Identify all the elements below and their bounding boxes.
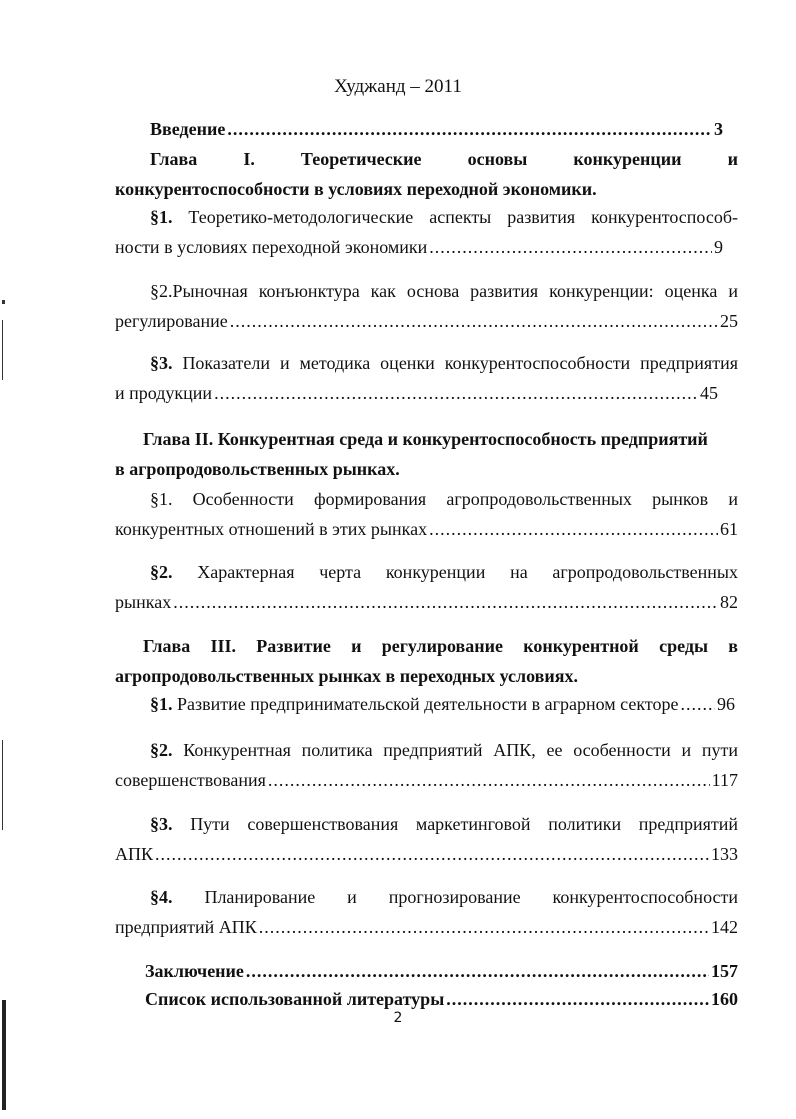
toc-entry-line2: АПК ..... 133: [115, 839, 738, 869]
toc-entry-1-3: [115, 348, 738, 408]
toc-entry-line1: §1. Особенности формирования агропродовольственных рынков и: [150, 489, 738, 509]
toc-page-number: 82: [720, 592, 738, 612]
toc-entry-line2: регулирование ..... 25: [115, 306, 738, 336]
toc-entry-line1: §2. Характерная черта конкуренции на агропродовольственных: [150, 562, 739, 582]
toc-page-number: 9: [714, 237, 723, 257]
toc-entry-line1: §1. Развитие предпринимательской деятельности в аграрном секторе ..... 96: [115, 689, 735, 719]
chapter-3-title-line2: агропродовольственных рынках в переходных условиях.: [115, 666, 579, 686]
toc-page-number: 142: [711, 917, 738, 937]
toc-chapter-3: [115, 631, 738, 691]
toc-leader-dots: [259, 912, 709, 942]
toc-intro-label: Введение: [150, 119, 226, 139]
toc-references-label: Список использованной литературы: [145, 989, 445, 1009]
toc-chapter-2: [115, 424, 738, 484]
scan-artifact: [2, 300, 5, 304]
toc-entry-line1: §3. Показатели и методика оценки конкурентоспособности предприятия: [150, 353, 738, 373]
toc-leader-dots: [429, 232, 712, 262]
toc-chapter-1: [115, 144, 738, 204]
toc-leader-dots: [227, 114, 712, 144]
toc-entry-line1: §4. Планирование и прогнозирование конкурентоспособности: [150, 887, 739, 907]
toc-page-number: 96: [717, 694, 735, 714]
toc-entry-line2: предприятий АПК ..... 142: [115, 912, 738, 942]
toc-page-number: 45: [700, 383, 718, 403]
chapter-1-title-line1: Глава I. Теоретические основы конкуренции и: [150, 149, 738, 169]
toc-leader-dots: [230, 306, 718, 336]
toc-leader-dots: [429, 514, 718, 544]
toc-page-number: 133: [711, 844, 738, 864]
toc-entry-line1: §3. Пути совершенствования маркетинговой политики предприятий: [150, 814, 739, 834]
toc-entry-line2: совершенствования ..... 117: [115, 765, 738, 795]
toc-page-number: 157: [711, 961, 738, 981]
city-year-header: Худжанд – 2011: [334, 76, 462, 97]
toc-leader-dots: [246, 956, 709, 986]
chapter-1-title-line2: конкурентоспособности в условиях переходной экономики.: [115, 179, 597, 199]
toc-entry-line1: §2. Конкурентная политика предприятий АПК, ее особенности и пути: [150, 740, 738, 760]
toc-entry-1-2: [115, 276, 738, 336]
toc-leader-dots: [155, 839, 709, 869]
toc-leader-dots: [214, 378, 698, 408]
scan-artifact: [2, 740, 3, 830]
toc-entry-line2: конкурентных отношений в этих рынках ..... 61: [115, 514, 738, 544]
chapter-2-title-line1: Глава II. Конкурентная среда и конкурентоспособность предприятий: [143, 429, 708, 449]
toc-page-number: 61: [720, 519, 738, 539]
toc-entry-conclusion: [145, 956, 738, 986]
toc-entry-line1: §2.Рыночная конъюнктура как основа развития конкуренции: оценка и: [150, 281, 738, 301]
toc-leader-dots: [681, 689, 715, 719]
toc-entry-3-2: [115, 735, 738, 795]
scan-artifact: [2, 320, 3, 380]
toc-page-number: 160: [711, 989, 738, 1009]
toc-entry-3-1: [115, 689, 738, 719]
toc-conclusion-label: Заключение: [145, 961, 244, 981]
toc-entry-3-4: [115, 882, 738, 942]
toc-intro-page: 3: [714, 119, 723, 139]
scan-artifact: [2, 1000, 6, 1110]
toc-entry-3-3: [115, 809, 738, 869]
chapter-2-title-line2: в агропродовольственных рынках.: [115, 459, 400, 479]
toc-entry-line2: и продукции ..... 45: [115, 378, 718, 408]
toc-entry-2-2: [115, 557, 738, 617]
toc-entry-line1: §1. Теоретико-методологические аспекты развития конкурентоспособ-: [150, 207, 738, 227]
toc-leader-dots: [268, 765, 710, 795]
toc-entry-line2: рынках ..... 82: [115, 587, 738, 617]
toc-entry-2-1: [115, 484, 738, 544]
toc-leader-dots: [173, 587, 718, 617]
toc-entry-line2: ности в условиях переходной экономики ..... 9: [115, 232, 723, 262]
toc-entry-1-1: [115, 202, 738, 262]
toc-page-number: 25: [720, 311, 738, 331]
chapter-3-title-line1: Глава III. Развитие и регулирование конкурентной среды в: [143, 636, 738, 656]
page-number: 2: [393, 1010, 403, 1026]
toc-entry-intro: [150, 114, 723, 144]
toc-page-number: 117: [711, 770, 738, 790]
